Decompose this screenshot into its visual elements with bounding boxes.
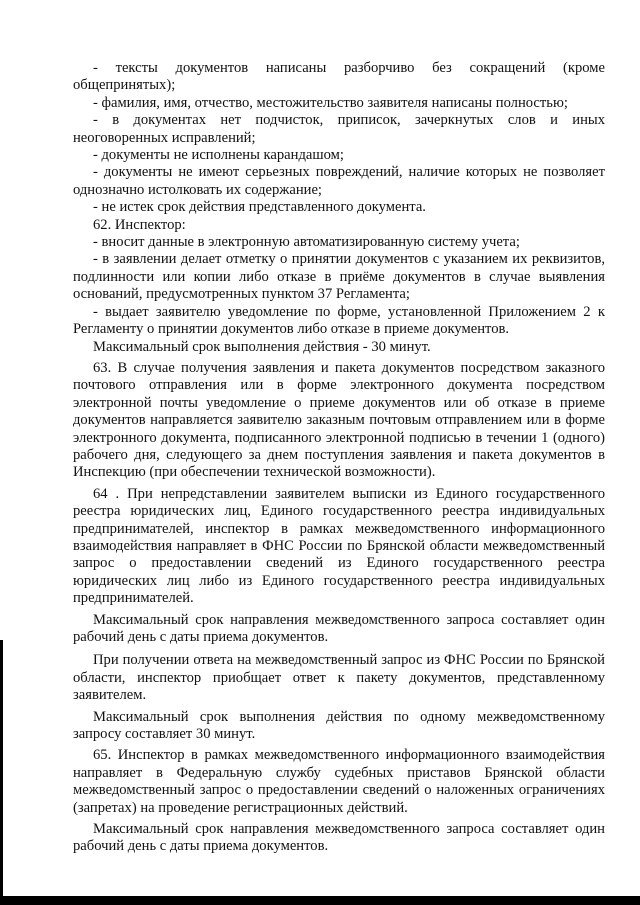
- paragraph-bullet-not-pencil: - документы не исполнены карандашом;: [93, 147, 344, 164]
- paragraph-response-received: При получении ответа на межведомственный запрос из ФНС России по Брянской области, инспектор приобщает ответ к пакету документов, представленному заявителем.: [73, 652, 605, 704]
- paragraph-max-time-30-min: Максимальный срок выполнения действия - 30 минут.: [93, 338, 431, 355]
- paragraph-bullet-full-name: - фамилия, имя, отчество, местожительство заявителя написаны полностью;: [93, 94, 568, 111]
- paragraph-bullet-texts-legible: - тексты документов написаны разборчиво без сокращений (кроме общепринятых);: [73, 60, 605, 94]
- paragraph-item-64: 64 . При непредставлении заявителем выписки из Единого государственного реестра юридических лиц, Единого государственного реестра индивидуальных предпринимателей, инспектор в рамках межведомственного информационного взаимодействия направляет в ФНС России по Брянской области межведомственный запрос о предоставлении сведений из Единого государственного реестра юридических лиц либо из Единого государственного реестра индивидуальных предпринимателей.: [73, 485, 605, 607]
- paragraph-bullet-enters-data: - вносит данные в электронную автоматизированную систему учета;: [93, 234, 520, 251]
- paragraph-bullet-no-erasures: - в документах нет подчисток, приписок, зачеркнутых слов и иных неоговоренных исправлений;: [73, 112, 605, 146]
- paragraph-max-request-time-final: Максимальный срок направления межведомственного запроса составляет один рабочий день с даты приема документов.: [73, 821, 605, 855]
- paragraph-max-time-per-request: Максимальный срок выполнения действия по одному межведомственному запросу составляет 30 минут.: [73, 708, 605, 743]
- paragraph-item-63: 63. В случае получения заявления и пакета документов посредством заказного почтового отправления или в форме электронного документа посредством электронной почты уведомление о приеме документов или об отказе в приеме документов направляется заявителю заказным почтовым отправлением или в форме электронного документа, подписанного электронной подписью в течении 1 (одного) рабочего дня, следующего за днем поступления заявления и пакета документов в Инспекцию (при обеспечении технической возможности).: [73, 359, 605, 481]
- paragraph-bullet-issues-notice: - выдает заявителю уведомление по форме, установленной Приложением 2 к Регламенту о принятии документов либо отказе в приеме документов.: [73, 303, 605, 338]
- scan-edge-bottom: [0, 896, 640, 905]
- paragraph-bullet-no-damage: - документы не имеют серьезных повреждений, наличие которых не позволяет однозначно истолковать их содержание;: [73, 164, 605, 198]
- scan-edge-left: [0, 640, 3, 905]
- paragraph-bullet-not-expired: - не истек срок действия представленного документа.: [93, 199, 426, 216]
- paragraph-item-65: 65. Инспектор в рамках межведомственного информационного взаимодействия направляет в Федеральную службу судебных приставов Брянской области межведомственный запрос о предоставлении сведений о наложенных ограничениях (запретах) на проведение регистрационных действий.: [73, 747, 605, 816]
- document-page: [73, 60, 605, 856]
- paragraph-bullet-marks-application: - в заявлении делает отметку о принятии документов с указанием их реквизитов, подлинности или копии либо отказе в приёме документов в случае выявления оснований, предусмотренных пунктом 37 Регламента;: [73, 251, 605, 303]
- paragraph-item-62-heading: 62. Инспектор:: [93, 216, 186, 233]
- paragraph-max-request-time: Максимальный срок направления межведомственного запроса составляет один рабочий день с даты приема документов.: [73, 611, 605, 645]
